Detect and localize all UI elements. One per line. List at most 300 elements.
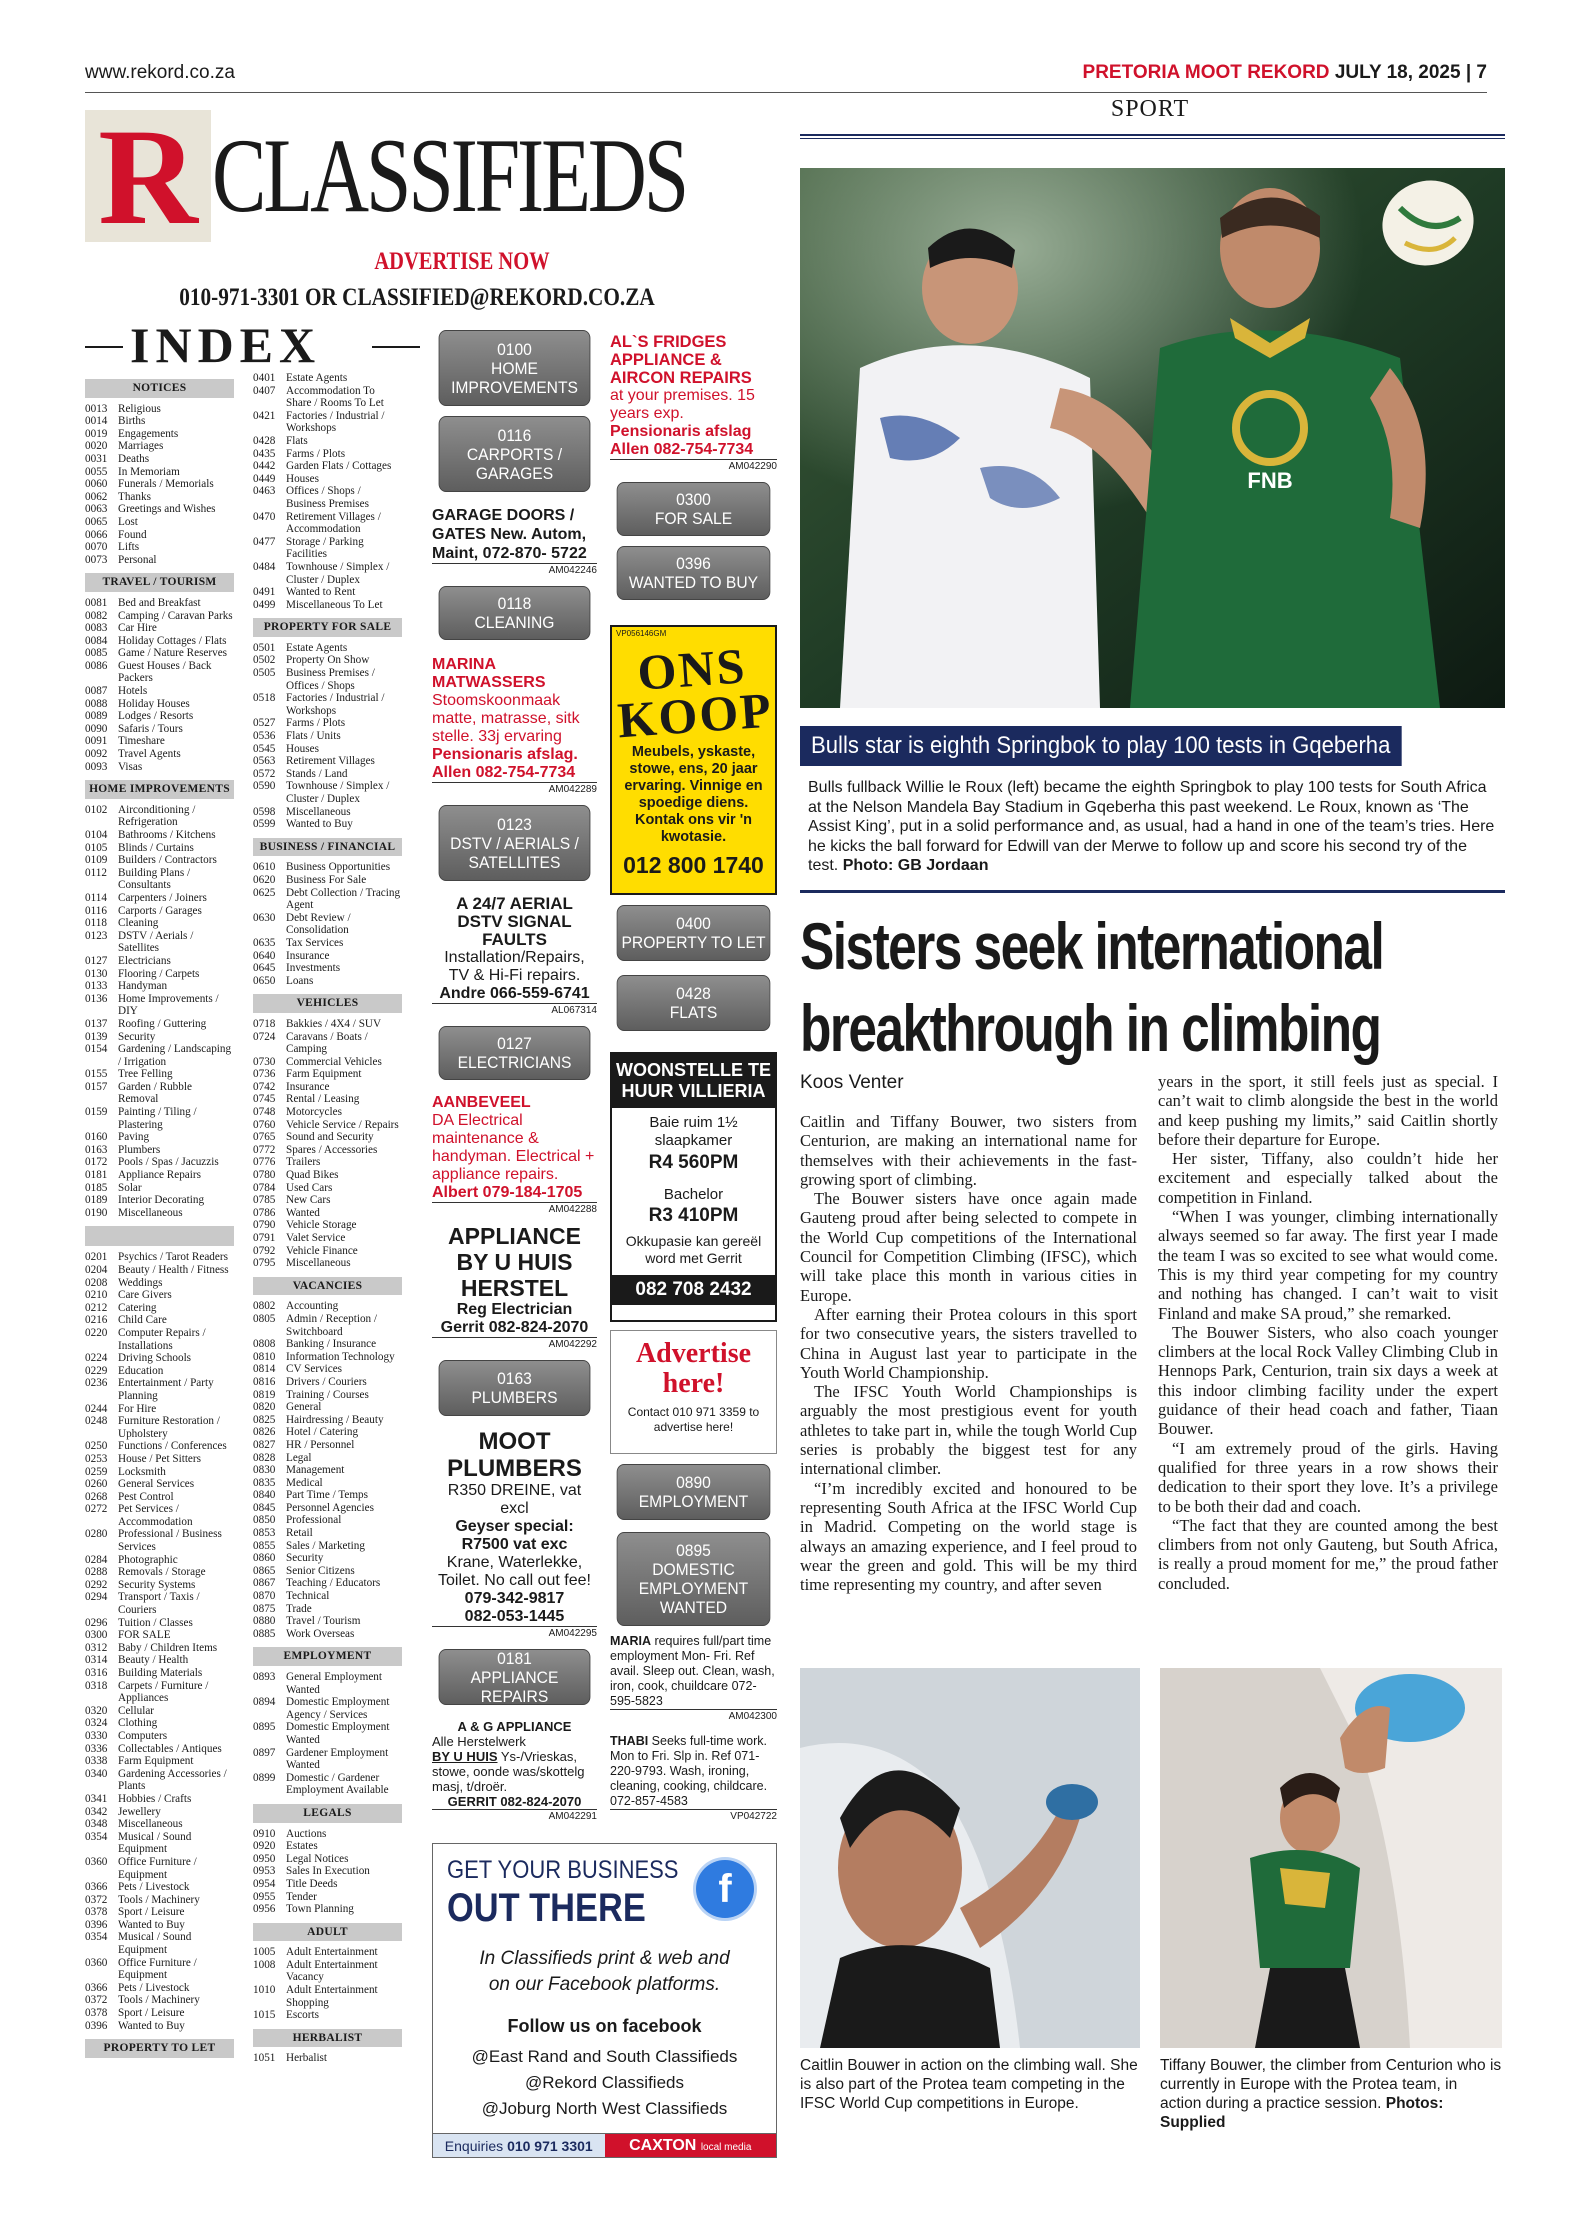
classifieds-contact[interactable]: 010-971-3301 OR CLASSIFIED@REKORD.CO.ZA: [179, 284, 655, 311]
index-entry-name: Quad Bikes: [286, 1169, 339, 1182]
index-entry: [253, 1144, 402, 1157]
index-entry-code: 0407: [253, 384, 276, 397]
section-button-wanted-to-buy[interactable]: 0396 WANTED TO BUY: [617, 546, 771, 600]
index-entry-name: Office Furniture / Equipment: [118, 1855, 197, 1881]
index-entry-name: Domestic Employment Agency / Services: [286, 1696, 390, 1721]
index-entry-code: 0953: [253, 1865, 276, 1878]
index-entry: [85, 1377, 234, 1402]
index-entry: [253, 1696, 402, 1721]
ad-ag-body: [432, 1749, 597, 1794]
ad-moot-text3: Krane, Waterlekke, Toilet. No call out fee!: [438, 1554, 591, 1589]
index-entry: [85, 804, 234, 829]
index-entry: [85, 1043, 234, 1068]
index-entry-name: Professional: [286, 1514, 342, 1527]
index-entry: [253, 1182, 402, 1195]
promo-follow: Follow us on facebook: [507, 2016, 702, 2036]
index-entry: [253, 1119, 402, 1132]
ad-maria-name: MARIA: [610, 1634, 651, 1648]
index-entry-name: Tools / Machinery: [118, 1994, 200, 2007]
index-entry: [85, 1957, 234, 1982]
index-entry-name: Insurance: [286, 949, 330, 962]
index-entry-code: 0360: [85, 1855, 108, 1868]
section-button-domestic-employment[interactable]: 0895 DOMESTIC EMPLOYMENT WANTED: [617, 1532, 771, 1626]
index-entry-name: Cleaning: [118, 917, 159, 930]
index-entry-name: Entertainment / Party Planning: [118, 1377, 214, 1402]
index-entry: [85, 905, 234, 918]
index-entry-code: 0104: [85, 829, 108, 841]
section-button-flats[interactable]: 0428 FLATS: [617, 975, 771, 1031]
facebook-promo-box: [432, 1843, 777, 2158]
ad-ag-line2: Ys-/Vrieskas, stowe, oonde was/skottelg masj, t/droër.: [432, 1749, 585, 1794]
index-entry-name: DSTV / Aerials / Satellites: [118, 929, 194, 955]
index-entry: [85, 1194, 234, 1207]
index-entry-code: 0598: [253, 805, 276, 818]
index-entry: [253, 1502, 402, 1515]
index-entry-name: Garden Flats / Cottages: [286, 460, 392, 473]
index-entry: [85, 917, 234, 930]
index-entry-code: 0360: [85, 1956, 108, 1969]
ad-fridges-text: at your premises. 15 years exp.: [610, 387, 755, 422]
index-entry: [85, 622, 234, 635]
rekord-logo: R: [98, 100, 198, 253]
index-entry-name: Beauty / Health / Fitness: [118, 1264, 229, 1276]
index-entry-name: Tools / Machinery: [118, 1893, 200, 1906]
index-entry: [85, 968, 234, 981]
sport-rule: [800, 134, 1505, 136]
index-entry: [85, 2007, 234, 2020]
index-entry-code: 0244: [85, 1402, 108, 1415]
index-entry-name: Wanted to Buy: [118, 1918, 185, 1931]
index-entry-name: Sport / Leisure: [118, 1906, 185, 1919]
index-entry: [85, 1352, 234, 1365]
index-entry-code: 0102: [85, 803, 108, 816]
index-entry-name: Office Furniture / Equipment: [118, 1956, 197, 1982]
article-byline: Koos Venter: [800, 1072, 904, 1093]
index-entry: [253, 1577, 402, 1590]
index-entry-code: 0260: [85, 1478, 108, 1491]
index-entry-code: 0268: [85, 1490, 108, 1503]
index-entry-code: 0875: [253, 1602, 276, 1615]
index-entry: [85, 440, 234, 453]
index-entry-name: Insurance: [286, 1080, 330, 1093]
index-entry: [85, 980, 234, 993]
index-entry-code: 0920: [253, 1840, 276, 1853]
index-entry: [253, 1828, 402, 1841]
index-entry: [85, 1654, 234, 1667]
index-entry-name: Adult Entertainment Vacancy: [286, 1958, 378, 1984]
index-entry: [253, 1452, 402, 1465]
index-entry: [253, 1363, 402, 1376]
index-entry-code: 0776: [253, 1156, 276, 1169]
index-entry: [253, 1946, 402, 1959]
ad-ons-koop: [610, 625, 777, 895]
facebook-page-east-rand[interactable]: @East Rand and South Classifieds: [471, 2047, 738, 2066]
index-entry-code: 0401: [253, 372, 276, 384]
section-button-property-to-let[interactable]: 0400 PROPERTY TO LET: [617, 905, 771, 961]
index-entry-code: 0536: [253, 730, 276, 743]
index-entry-name: Flats: [286, 434, 308, 447]
index-entry-code: 0342: [85, 1805, 108, 1818]
index-entry-name: Work Overseas: [286, 1627, 355, 1640]
index-entry-name: Business For Sale: [286, 873, 367, 886]
ad-woonstelle: [610, 1052, 777, 1322]
caption-right-text: Tiffany Bouwer, the climber from Centurion who is currently in Europe with the Protea team, in action during a practice session.: [1160, 2057, 1502, 2112]
index-entry-code: 0296: [85, 1616, 108, 1629]
facebook-icon[interactable]: f: [696, 1860, 754, 1918]
index-entry-name: Commercial Vehicles: [286, 1055, 382, 1068]
index-entry-code: 0372: [85, 1994, 108, 2007]
index-entry: [253, 473, 402, 486]
section-button-for-sale[interactable]: 0300 FOR SALE: [617, 482, 771, 536]
index-entry-code: 0736: [253, 1068, 276, 1081]
index-entry-code: 0897: [253, 1746, 276, 1759]
index-entry-code: 0294: [85, 1591, 108, 1604]
ad-appliance-title: APPLIANCE BY U HUIS HERSTEL: [448, 1223, 581, 1301]
index-entry-code: 0895: [253, 1721, 276, 1734]
index-category-header: NOTICES: [85, 379, 234, 398]
index-entry-code: 0136: [85, 992, 108, 1005]
index-column-2: [253, 372, 402, 2065]
index-entry-name: Plumbers: [118, 1143, 161, 1156]
index-entry-name: Teaching / Educators: [286, 1577, 381, 1590]
index-entry: [253, 806, 402, 819]
index-entry: [253, 1527, 402, 1540]
index-entry-name: Flooring / Carpets: [118, 967, 200, 980]
index-entry-code: 0086: [85, 659, 108, 672]
index-entry-code: 0650: [253, 974, 276, 987]
index-entry: [253, 975, 402, 988]
index-entry-name: General Services: [118, 1478, 195, 1491]
index-entry-code: 0625: [253, 886, 276, 899]
index-entry-name: Drivers / Couriers: [286, 1375, 367, 1388]
index-entry: [85, 1081, 234, 1106]
promo-line3: In Classifieds print & web and on our Facebook platforms.: [479, 1948, 730, 1995]
index-entry: [85, 710, 234, 723]
index-entry-code: 0885: [253, 1627, 276, 1640]
ad-ref: AM042288: [432, 1202, 597, 1215]
index-entry-code: 0816: [253, 1375, 276, 1388]
index-entry-name: Painting / Tiling / Plastering: [118, 1106, 197, 1131]
index-entry: [253, 654, 402, 667]
index-category-header: VACANCIES: [253, 1277, 402, 1296]
ad-ref: AL067314: [432, 1003, 597, 1016]
index-entry-name: Thanks: [118, 490, 151, 503]
index-entry-name: HR / Personnel: [286, 1438, 355, 1451]
index-entry: [85, 1415, 234, 1440]
index-category-header: BUSINESS / FINANCIAL: [253, 838, 402, 857]
index-entry-code: 0318: [85, 1679, 108, 1692]
index-entry: [85, 1478, 234, 1491]
index-entry: [85, 1768, 234, 1793]
ad-thabi-text: Seeks full-time work. Mon to Fri. Slp in. Ref 071-220-9793. Wash, ironing, cleaning, cooking, childcare. 072-857-4583: [610, 1734, 768, 1808]
index-entry-code: 0324: [85, 1717, 108, 1730]
index-entry-name: Locksmith: [118, 1465, 166, 1478]
index-entry-name: Adult Entertainment Shopping: [286, 1984, 378, 2009]
ads-column-2: [610, 333, 777, 600]
index-entry-code: 0572: [253, 767, 276, 780]
index-entry-code: 0819: [253, 1388, 276, 1401]
index-entry-name: Training / Courses: [286, 1388, 369, 1401]
index-entry-name: Pools / Spas / Jacuzzis: [118, 1156, 219, 1169]
index-entry-name: Adult Entertainment: [286, 1946, 378, 1959]
index-entry-code: 0780: [253, 1169, 276, 1182]
index-entry-name: Home Improvements / DIY: [118, 992, 219, 1018]
index-entry-code: 0748: [253, 1106, 276, 1119]
index-entry-code: 0160: [85, 1131, 108, 1144]
index-entry-code: 0085: [85, 647, 108, 660]
index-entry: [85, 685, 234, 698]
section-button-dstv[interactable]: 0123 DSTV / AERIALS / SATELLITES: [439, 805, 591, 881]
index-entry-code: 0316: [85, 1667, 108, 1679]
index-entry: [85, 415, 234, 428]
index-entry: [85, 610, 234, 623]
index-entry-code: 0250: [85, 1440, 108, 1453]
index-entry: [85, 1591, 234, 1616]
index-entry: [85, 1931, 234, 1956]
index-entry-name: Accounting: [286, 1300, 339, 1313]
publication-name: PRETORIA MOOT REKORD: [1082, 62, 1330, 83]
index-entry-code: 0820: [253, 1401, 276, 1414]
index-entry: [85, 748, 234, 761]
index-entry-name: Investments: [286, 962, 341, 975]
index-entry-name: Part Time / Temps: [286, 1489, 368, 1502]
index-entry: [253, 1156, 402, 1169]
article-column-2: [1158, 1072, 1498, 1593]
index-entry-name: Tree Felling: [118, 1068, 173, 1081]
index-entry-name: Caravans / Boats / Camping: [286, 1030, 368, 1056]
index-entry: [253, 962, 402, 975]
site-url[interactable]: www.rekord.co.za: [85, 62, 235, 83]
index-entry-name: Bakkies / 4X4 / SUV: [286, 1017, 382, 1030]
index-entry-name: FOR SALE: [118, 1629, 171, 1642]
index-entry-name: Catering: [118, 1301, 157, 1314]
index-entry-code: 0499: [253, 598, 276, 611]
index-entry-name: Accommodation To Share / Rooms To Let: [286, 384, 384, 410]
index-entry-name: Game / Nature Reserves: [118, 647, 228, 660]
index-entry: [85, 1806, 234, 1819]
index-entry-code: 1008: [253, 1958, 276, 1971]
index-category-header: ADULT: [253, 1923, 402, 1942]
index-entry: [85, 854, 234, 867]
index-entry-code: 0181: [85, 1169, 108, 1182]
index-entry: [253, 1552, 402, 1565]
index-entry: [85, 1491, 234, 1504]
index-entry-code: 0159: [85, 1106, 108, 1119]
index-entry-name: Domestic / Gardener Employment Available: [286, 1771, 389, 1797]
index-entry-name: Security: [286, 1552, 324, 1565]
index-entry-name: Management: [286, 1464, 345, 1477]
facebook-page-joburg[interactable]: @Joburg North West Classifieds: [481, 2099, 728, 2118]
index-category-header: HOME IMPROVEMENTS: [85, 780, 234, 799]
section-button-home-improvements[interactable]: 0100 HOME IMPROVEMENTS: [439, 330, 591, 406]
index-entry-code: 0189: [85, 1194, 108, 1207]
index-entry-name: Sales In Execution: [286, 1865, 370, 1878]
index-entry-name: Storage / Parking Facilities: [286, 535, 364, 561]
index-entry-code: 0867: [253, 1577, 276, 1590]
index-entry-code: 0435: [253, 447, 276, 460]
index-entry: [85, 761, 234, 774]
index-entry-code: 0491: [253, 586, 276, 599]
caption-left: Caitlin Bouwer in action on the climbing wall. She is also part of the Protea team competing in the IFSC World Cup competitions in Europe.: [800, 2057, 1138, 2112]
index-entry-name: Spares / Accessories: [286, 1143, 378, 1156]
index-entry: [253, 1671, 402, 1696]
index-entry-code: 0019: [85, 427, 108, 440]
ad-woon-phone: 082 708 2432: [612, 1275, 775, 1305]
index-entry-name: Timeshare: [118, 735, 165, 748]
section-button-electricians[interactable]: 0127 ELECTRICIANS: [439, 1026, 591, 1080]
index-entry-code: 0212: [85, 1301, 108, 1314]
ad-marina-text: Stoomskoonmaak matte, matrasse, sitk stelle. 33j ervaring: [432, 692, 580, 745]
index-entry: [85, 1156, 234, 1169]
index-entry-name: Banking / Insurance: [286, 1338, 377, 1351]
index-entry: [85, 1617, 234, 1630]
index-entry-name: Domestic Employment Wanted: [286, 1721, 390, 1746]
ad-dstv: [432, 895, 597, 1016]
index-entry: [253, 1093, 402, 1106]
index-entry-name: Used Cars: [286, 1181, 333, 1194]
index-entry-name: Handyman: [118, 980, 168, 993]
index-entry-code: 0204: [85, 1264, 108, 1276]
index-entry-name: Miscellaneous To Let: [286, 598, 383, 611]
index-entry-name: Vehicle Storage: [286, 1219, 357, 1232]
section-button-cleaning[interactable]: 0118 CLEANING: [439, 586, 591, 640]
index-entry-name: Computer Repairs / Installations: [118, 1326, 206, 1352]
index-entry-code: 0954: [253, 1877, 276, 1890]
index-entry-code: 0563: [253, 755, 276, 768]
index-entry: [253, 1376, 402, 1389]
index-category-header: TRAVEL / TOURISM: [85, 573, 234, 592]
climbing-photo-caitlin-illustration: [800, 1668, 1140, 2048]
index-entry: [253, 586, 402, 599]
section-button-carports[interactable]: 0116 CARPORTS / GARAGES: [439, 416, 591, 492]
index-entry: [85, 1579, 234, 1592]
index-entry: [85, 403, 234, 416]
index-entry-name: Holiday Cottages / Flats: [118, 634, 227, 647]
index-entry-name: Vehicle Service / Repairs: [286, 1118, 399, 1131]
facebook-page-rekord[interactable]: @Rekord Classifieds: [525, 2073, 684, 2092]
index-entry-name: Motorcycles: [286, 1106, 342, 1119]
index-entry-name: Jewellery: [118, 1805, 161, 1818]
index-entry-name: Pest Control: [118, 1490, 174, 1503]
index-entry-code: 0396: [85, 2019, 108, 2032]
index-entry-name: Pets / Livestock: [118, 1981, 190, 1994]
index-entry: [253, 1106, 402, 1119]
index-entry-name: Estate Agents: [286, 372, 348, 384]
index-entry-code: 0956: [253, 1903, 276, 1916]
index-entry: [253, 1865, 402, 1878]
index-entry: [85, 930, 234, 955]
index-entry-name: Auctions: [286, 1827, 327, 1840]
index-entry-name: Psychics / Tarot Readers: [118, 1251, 228, 1264]
index-entry-code: 0013: [85, 402, 108, 415]
index-entry-name: Trade: [286, 1602, 312, 1615]
index-entry-name: Town Planning: [286, 1903, 354, 1916]
article-paragraph: “I am extremely proud of the girls. Having qualified for three years in a row shows their dedication to their sport they love. It’s a privilege to be both their dad and coach.: [1158, 1438, 1498, 1516]
advertise-now: ADVERTISE NOW: [374, 248, 550, 275]
index-entry: [85, 1680, 234, 1705]
index-entry-name: Gardening / Landscaping / Irrigation: [118, 1043, 232, 1068]
index-entry: [85, 597, 234, 610]
article-paragraph: “The fact that they are counted among the best climbers from not only Gauteng, but South Africa, is really a proud moment for me,” the proud father concluded.: [1158, 1515, 1498, 1593]
ad-woon-note: Okkupasie kan gereël word met Gerrit: [625, 1233, 762, 1266]
ad-advertise-here[interactable]: [610, 1330, 777, 1454]
ad-appliance-contact: Gerrit 082-824-2070: [440, 1319, 589, 1336]
index-entry-name: Electricians: [118, 954, 171, 967]
index-entry-code: 0421: [253, 409, 276, 422]
index-entry: [85, 1982, 234, 1995]
index-entry-code: 0792: [253, 1244, 276, 1257]
index-entry-name: Carpets / Furniture / Appliances: [118, 1679, 209, 1705]
index-entry-code: 0870: [253, 1590, 276, 1603]
ad-ref: AM042289: [432, 782, 597, 795]
index-entry-code: 0772: [253, 1143, 276, 1156]
index-entry-code: 0645: [253, 962, 276, 975]
header-separator: |: [1465, 62, 1472, 83]
index-entry: [253, 950, 402, 963]
index-entry-name: Appliance Repairs: [118, 1169, 201, 1182]
index-entry-code: 0157: [85, 1080, 108, 1093]
index-entry: [253, 1351, 402, 1364]
index-entry-name: Miscellaneous: [118, 1818, 183, 1831]
index-entry-name: Debt Review / Consolidation: [286, 911, 351, 937]
section-button-plumbers[interactable]: 0163 PLUMBERS: [439, 1360, 591, 1416]
section-button-appliance-repairs[interactable]: 0181 APPLIANCE REPAIRS: [439, 1649, 591, 1705]
index-entry-code: 0463: [253, 485, 276, 498]
index-entry: [85, 1302, 234, 1315]
ad-appliance: [432, 1223, 597, 1350]
index-entry-name: Travel / Tourism: [286, 1615, 361, 1628]
section-button-employment[interactable]: 0890 EMPLOYMENT: [617, 1464, 771, 1520]
index-entry-code: 0190: [85, 1206, 108, 1219]
ad-ref: AM042291: [432, 1809, 597, 1822]
index-entry-code: 0545: [253, 742, 276, 755]
index-entry: [253, 1514, 402, 1527]
index-entry-code: 0280: [85, 1528, 108, 1541]
index-entry-code: 0292: [85, 1578, 108, 1591]
index-entry-name: Farm Equipment: [286, 1068, 362, 1081]
index-entry-name: Tender: [286, 1890, 317, 1903]
index-entry: [253, 692, 402, 717]
index-entry-name: Admin / Reception / Switchboard: [286, 1312, 378, 1338]
ad-marina-title: MARINA MATWASSERS: [432, 656, 546, 691]
index-entry-name: Factories / Industrial / Workshops: [286, 409, 385, 435]
ad-aanbeveel-contact: Albert 079-184-1705: [432, 1184, 583, 1201]
index-entry: [253, 874, 402, 887]
index-entry-name: General Employment Wanted: [286, 1671, 382, 1696]
index-entry: [253, 937, 402, 950]
index-entry-code: 0718: [253, 1017, 276, 1030]
index-entry-code: 0790: [253, 1219, 276, 1232]
index-entry-name: Bed and Breakfast: [118, 596, 201, 609]
index-entry: [85, 1453, 234, 1466]
index-entry-name: Trailers: [286, 1156, 321, 1169]
index-entry: [85, 892, 234, 905]
index-entry-name: Car Hire: [118, 622, 157, 635]
ad-fridges-title: AL`S FRIDGES APPLIANCE & AIRCON REPAIRS: [610, 333, 752, 387]
index-entry-name: Lifts: [118, 541, 140, 554]
index-entry: [253, 755, 402, 768]
index-entry: [253, 818, 402, 831]
index-entry: [85, 491, 234, 504]
index-entry-name: Hotels: [118, 685, 148, 698]
rugby-photo-illustration: [800, 168, 1505, 708]
index-category-header: LEGALS: [253, 1804, 402, 1823]
ad-marina-contact: Pensionaris afslag. Allen 082-754-7734: [432, 746, 578, 781]
index-entry-name: Security: [118, 1030, 156, 1043]
index-entry-name: Wanted to Buy: [118, 2019, 185, 2032]
index-entry-code: 1005: [253, 1946, 276, 1959]
index-entry-code: 0505: [253, 667, 276, 680]
